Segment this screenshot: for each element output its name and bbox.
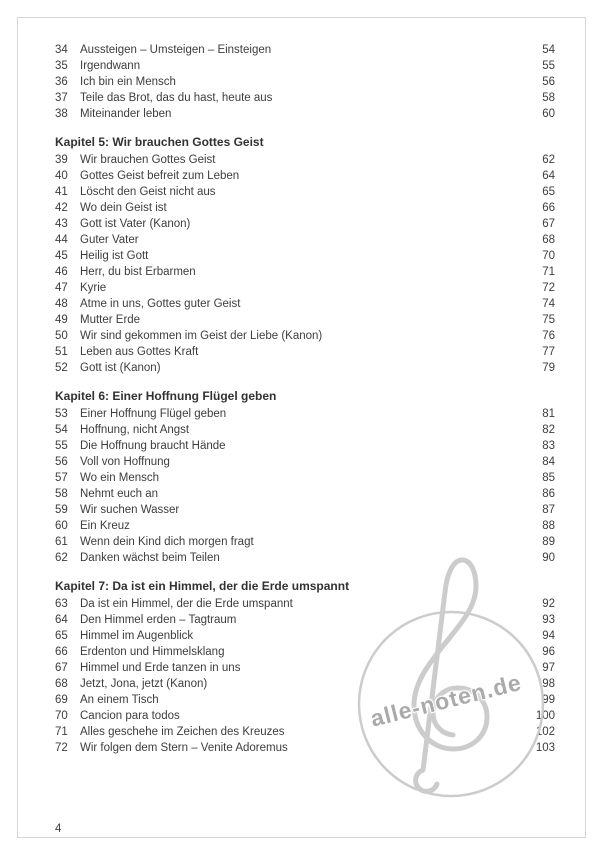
entry-page: 64: [542, 170, 555, 182]
toc-entry: [55, 438, 555, 454]
entry-title: Jetzt, Jona, jetzt (Kanon): [80, 678, 208, 690]
entry-number: 55: [55, 440, 68, 452]
entry-page: 84: [542, 456, 555, 468]
toc-entry: [55, 42, 555, 58]
entry-page: 74: [542, 298, 555, 310]
entry-number: 43: [55, 218, 68, 230]
section-entries: [55, 152, 555, 376]
entry-title: Ich bin ein Mensch: [80, 76, 176, 88]
toc-entry: [55, 74, 555, 90]
toc-entry: [55, 502, 555, 518]
entry-number: 46: [55, 266, 68, 278]
entry-number: 71: [55, 726, 68, 738]
entry-number: 48: [55, 298, 68, 310]
entry-title: Gottes Geist befreit zum Leben: [80, 170, 240, 182]
entry-title: Cancion para todos: [80, 710, 180, 722]
entry-page: 89: [542, 536, 555, 548]
toc-entry: [55, 248, 555, 264]
toc-entry: [55, 264, 555, 280]
entry-title: Irgendwann: [80, 60, 141, 72]
entry-page: 96: [542, 646, 555, 658]
toc-entry: [55, 168, 555, 184]
toc-section: [55, 388, 555, 566]
toc-entry: [55, 280, 555, 296]
entry-number: 64: [55, 614, 68, 626]
entry-page: 99: [542, 694, 555, 706]
entry-title: Erdenton und Himmelsklang: [80, 646, 225, 658]
entry-number: 49: [55, 314, 68, 326]
entry-title: Danken wächst beim Teilen: [80, 552, 220, 564]
toc-entry: [55, 454, 555, 470]
entry-page: 94: [542, 630, 555, 642]
entry-title: Miteinander leben: [80, 108, 172, 120]
entry-number: 54: [55, 424, 68, 436]
entry-title: Wo dein Geist ist: [80, 202, 167, 214]
entry-page: 88: [542, 520, 555, 532]
entry-title: Voll von Hoffnung: [80, 456, 170, 468]
toc-entry: [55, 90, 555, 106]
entry-number: 37: [55, 92, 68, 104]
toc-entry: [55, 216, 555, 232]
entry-title: Den Himmel erden – Tagtraum: [80, 614, 237, 626]
entry-page: 75: [542, 314, 555, 326]
toc-entry: [55, 660, 555, 676]
entry-number: 63: [55, 598, 68, 610]
entry-page: 71: [542, 266, 555, 278]
section-entries: [55, 42, 555, 122]
entry-page: 60: [542, 108, 555, 120]
entry-number: 50: [55, 330, 68, 342]
toc-entry: [55, 406, 555, 422]
entry-title: Wo ein Mensch: [80, 472, 160, 484]
toc: [55, 42, 555, 756]
entry-title: Kyrie: [80, 282, 107, 294]
entry-number: 69: [55, 694, 68, 706]
toc-entry: [55, 106, 555, 122]
entry-number: 62: [55, 552, 68, 564]
chapter-heading: Kapitel 5: Wir brauchen Gottes Geist: [55, 135, 264, 149]
entry-number: 58: [55, 488, 68, 500]
entry-page: 79: [542, 362, 555, 374]
entry-page: 70: [542, 250, 555, 262]
entry-page: 66: [542, 202, 555, 214]
toc-entry: [55, 200, 555, 216]
entry-title: Guter Vater: [80, 234, 139, 246]
entry-title: Alles geschehe im Zeichen des Kreuzes: [80, 726, 285, 738]
entry-title: Einer Hoffnung Flügel geben: [80, 408, 227, 420]
entry-number: 68: [55, 678, 68, 690]
entry-number: 52: [55, 362, 68, 374]
entry-page: 103: [535, 742, 555, 754]
entry-title: Herr, du bist Erbarmen: [80, 266, 196, 278]
entry-page: 58: [542, 92, 555, 104]
toc-entry: [55, 360, 555, 376]
toc-entry: [55, 232, 555, 248]
entry-title: Atme in uns, Gottes guter Geist: [80, 298, 241, 310]
toc-entry: [55, 486, 555, 502]
toc-entry: [55, 644, 555, 660]
chapter-heading: Kapitel 7: Da ist ein Himmel, der die Erde umspannt: [55, 579, 350, 593]
entry-number: 38: [55, 108, 68, 120]
entry-title: Teile das Brot, das du hast, heute aus: [80, 92, 273, 104]
entry-title: Wir brauchen Gottes Geist: [80, 154, 216, 166]
entry-page: 72: [542, 282, 555, 294]
entry-number: 45: [55, 250, 68, 262]
toc-section: [55, 578, 555, 756]
toc-section: [55, 42, 555, 122]
toc-entry: [55, 708, 555, 724]
entry-page: 65: [542, 186, 555, 198]
entry-page: 92: [542, 598, 555, 610]
entry-title: Himmel im Augenblick: [80, 630, 194, 642]
entry-title: Wir sind gekommen im Geist der Liebe (Kanon): [80, 330, 323, 342]
entry-number: 35: [55, 60, 68, 72]
entry-title: Ein Kreuz: [80, 520, 130, 532]
entry-number: 51: [55, 346, 68, 358]
entry-title: Gott ist Vater (Kanon): [80, 218, 191, 230]
entry-number: 41: [55, 186, 68, 198]
toc-entry: [55, 422, 555, 438]
entry-page: 83: [542, 440, 555, 452]
chapter-heading: Kapitel 6: Einer Hoffnung Flügel geben: [55, 389, 277, 403]
entry-title: Gott ist (Kanon): [80, 362, 161, 374]
entry-title: Hoffnung, nicht Angst: [80, 424, 190, 436]
entry-number: 70: [55, 710, 68, 722]
toc-entry: [55, 344, 555, 360]
entry-number: 60: [55, 520, 68, 532]
entry-page: 54: [542, 44, 555, 56]
entry-title: Heilig ist Gott: [80, 250, 149, 262]
entry-number: 66: [55, 646, 68, 658]
toc-entry: [55, 724, 555, 740]
entry-title: Wenn dein Kind dich morgen fragt: [80, 536, 254, 548]
entry-number: 72: [55, 742, 68, 754]
toc-entry: [55, 152, 555, 168]
page-number: 4: [55, 823, 62, 835]
entry-number: 39: [55, 154, 68, 166]
entry-number: 61: [55, 536, 68, 548]
toc-entry: [55, 692, 555, 708]
toc-entry: [55, 328, 555, 344]
entry-number: 56: [55, 456, 68, 468]
toc-entry: [55, 612, 555, 628]
toc-section: [55, 134, 555, 376]
toc-entry: [55, 628, 555, 644]
entry-title: Wir folgen dem Stern – Venite Adoremus: [80, 742, 288, 754]
entry-page: 85: [542, 472, 555, 484]
entry-number: 44: [55, 234, 68, 246]
entry-number: 40: [55, 170, 68, 182]
entry-title: Da ist ein Himmel, der die Erde umspannt: [80, 598, 293, 610]
entry-title: An einem Tisch: [80, 694, 159, 706]
entry-number: 36: [55, 76, 68, 88]
entry-title: Aussteigen – Umsteigen – Einsteigen: [80, 44, 272, 56]
watermark-text: alle-noten.de: [367, 668, 525, 732]
entry-title: Die Hoffnung braucht Hände: [80, 440, 226, 452]
section-entries: [55, 406, 555, 566]
entry-number: 47: [55, 282, 68, 294]
entry-number: 59: [55, 504, 68, 516]
section-entries: [55, 596, 555, 756]
toc-entry: [55, 740, 555, 756]
entry-page: 86: [542, 488, 555, 500]
entry-title: Himmel und Erde tanzen in uns: [80, 662, 241, 674]
entry-page: 68: [542, 234, 555, 246]
entry-page: 100: [535, 710, 555, 722]
entry-page: 98: [542, 678, 555, 690]
toc-entry: [55, 58, 555, 74]
entry-page: 67: [542, 218, 555, 230]
entry-title: Mutter Erde: [80, 314, 141, 326]
toc-entry: [55, 596, 555, 612]
entry-number: 34: [55, 44, 68, 56]
toc-entry: [55, 534, 555, 550]
toc-entry: [55, 312, 555, 328]
entry-page: 93: [542, 614, 555, 626]
entry-number: 67: [55, 662, 68, 674]
entry-number: 42: [55, 202, 68, 214]
entry-page: 62: [542, 154, 555, 166]
entry-page: 77: [542, 346, 555, 358]
toc-entry: [55, 296, 555, 312]
entry-page: 97: [542, 662, 555, 674]
entry-page: 87: [542, 504, 555, 516]
entry-title: Löscht den Geist nicht aus: [80, 186, 216, 198]
entry-page: 76: [542, 330, 555, 342]
entry-page: 81: [542, 408, 555, 420]
entry-title: Nehmt euch an: [80, 488, 158, 500]
entry-page: 90: [542, 552, 555, 564]
entry-number: 65: [55, 630, 68, 642]
entry-page: 56: [542, 76, 555, 88]
toc-entry: [55, 184, 555, 200]
entry-title: Wir suchen Wasser: [80, 504, 180, 516]
toc-entry: [55, 676, 555, 692]
entry-page: 82: [542, 424, 555, 436]
toc-entry: [55, 518, 555, 534]
entry-page: 55: [542, 60, 555, 72]
entry-page: 102: [535, 726, 555, 738]
entry-number: 57: [55, 472, 68, 484]
toc-entry: [55, 470, 555, 486]
toc-entry: [55, 550, 555, 566]
entry-title: Leben aus Gottes Kraft: [80, 346, 199, 358]
entry-number: 53: [55, 408, 68, 420]
